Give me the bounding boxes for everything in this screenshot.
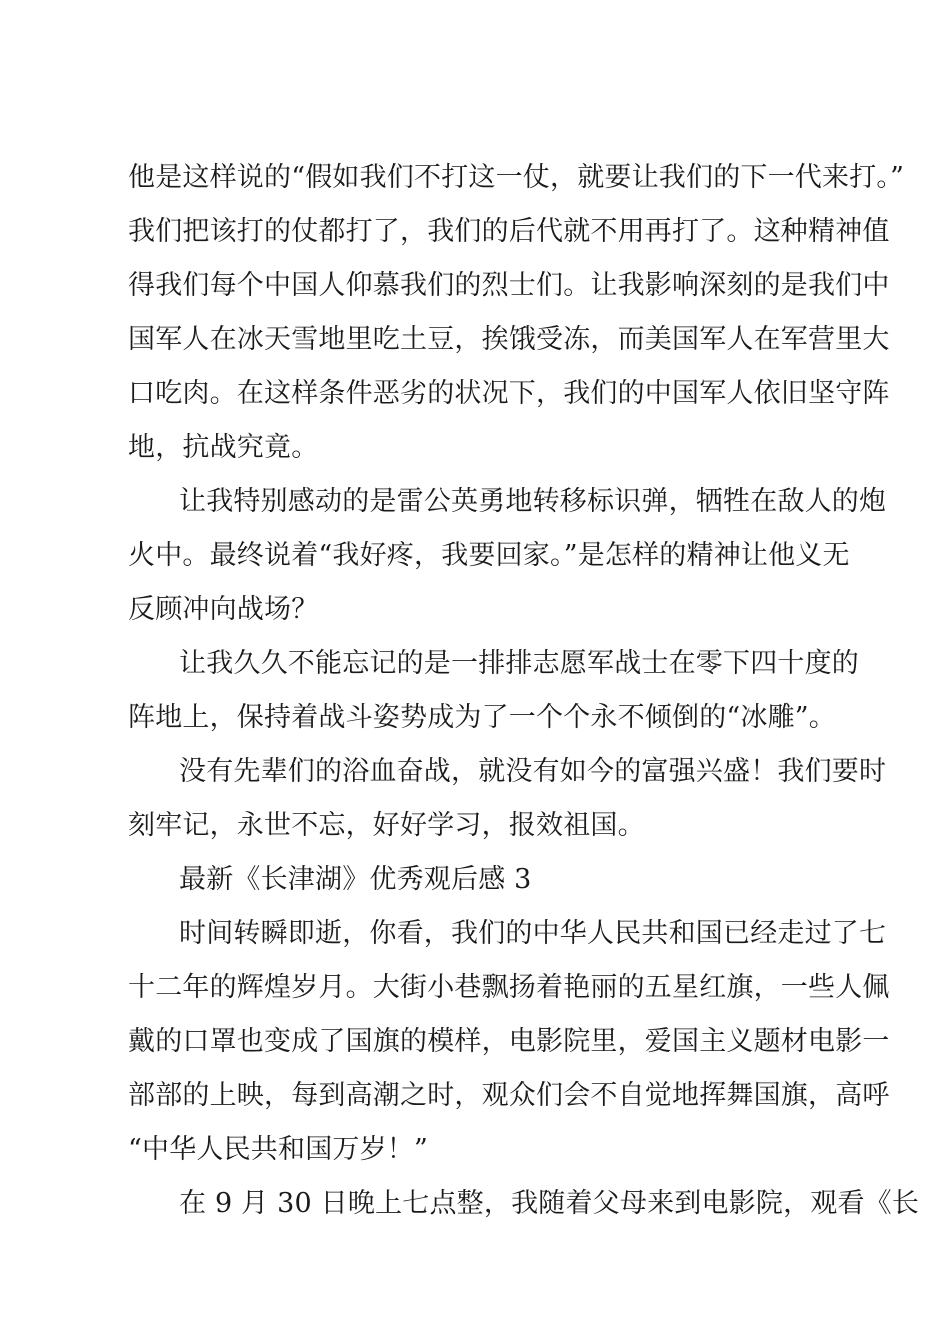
text-line: 戴的口罩也变成了国旗的模样，电影院里，爱国主义题材电影一 <box>128 1026 890 1057</box>
text-line: 反顾冲向战场？ <box>128 594 319 625</box>
text-line: 我们把该打的仗都打了，我们的后代就不用再打了。这种精神值 <box>128 216 890 247</box>
text-line: 没有先辈们的浴血奋战，就没有如今的富强兴盛！我们要时 <box>179 756 887 787</box>
text-line: 口吃肉。在这样条件恶劣的状况下，我们的中国军人依旧坚守阵 <box>128 378 890 409</box>
text-line: 刻牢记，永世不忘，好好学习，报效祖国。 <box>128 810 645 841</box>
text-line: 火中。最终说着“我好疼，我要回家。”是怎样的精神让他义无 <box>128 540 850 571</box>
text-line: 部部的上映，每到高潮之时，观众们会不自觉地挥舞国旗，高呼 <box>128 1080 890 1111</box>
section-heading: 最新《长津湖》优秀观后感 3 <box>179 864 532 895</box>
text-line: 十二年的辉煌岁月。大街小巷飘扬着艳丽的五星红旗，一些人佩 <box>128 972 890 1003</box>
text-line: 得我们每个中国人仰慕我们的烈士们。让我影响深刻的是我们中 <box>128 270 890 301</box>
text-line: 让我特别感动的是雷公英勇地转移标识弹，牺牲在敌人的炮 <box>179 486 887 517</box>
text-line: “中华人民共和国万岁！” <box>128 1134 429 1165</box>
text-line: 地，抗战究竟。 <box>128 432 319 463</box>
text-line: 时间转瞬即逝，你看，我们的中华人民共和国已经走过了七 <box>179 918 887 949</box>
text-line: 他是这样说的“假如我们不打这一仗，就要让我们的下一代来打。” <box>128 162 905 193</box>
text-line: 在 9 月 30 日晚上七点整，我随着父母来到电影院，观看《长 <box>179 1188 920 1219</box>
text-line: 让我久久不能忘记的是一排排志愿军战士在零下四十度的 <box>179 648 859 679</box>
text-line: 国军人在冰天雪地里吃土豆，挨饿受冻，而美国军人在军营里大 <box>128 324 890 355</box>
text-line: 阵地上，保持着战斗姿势成为了一个个永不倾倒的“冰雕”。 <box>128 702 837 733</box>
